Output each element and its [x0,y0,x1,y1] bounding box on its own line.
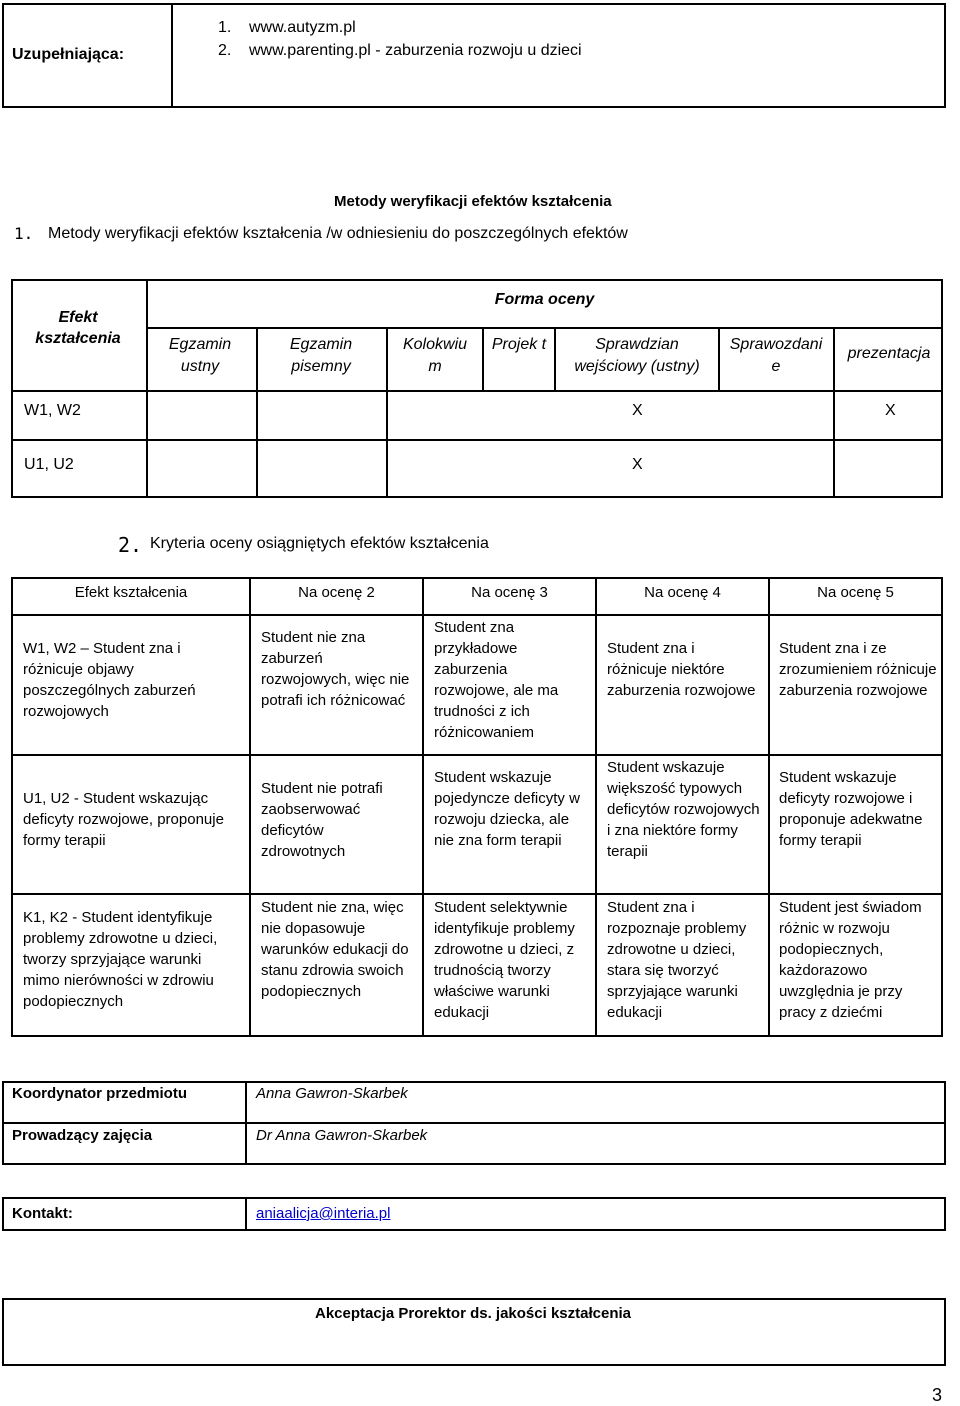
teacher-name: Dr Anna Gawron-Skarbek [256,1127,428,1144]
supplementary-item-num: 1. [218,19,232,36]
criteria-cell: Student zna i ze zrozumieniem różnicuje zaburzenia rozwojowe [779,640,937,699]
teacher-label: Prowadzący zajęcia [12,1127,153,1144]
table1-col-divider [146,279,148,498]
row-effect-label: W1, W2 [24,402,81,419]
column-header-test: Kolokwiu m [402,336,468,375]
assessment-forms-table [11,279,943,498]
mark-cell: X [632,402,643,419]
criteria-cell: Student zna i rozpoznaje problemy zdrowotne u dzieci, stara się tworzyć sprzyjające warunki edukacji [607,899,747,1021]
contact-email-link[interactable]: aniaalicja@interia.pl [256,1205,391,1222]
approval-label: Akceptacja Prorektor ds. jakości kształcenia [315,1305,631,1322]
section1-number: 1. [14,224,34,243]
mark-cell: X [632,456,643,473]
column-header-oral-exam: Egzamin ustny [168,336,232,375]
table1-row-divider [11,439,943,441]
table1-col-divider [482,327,484,392]
coordinator-label: Koordynator przedmiotu [12,1085,187,1102]
criteria-header-grade-2: Na ocenę 2 [298,584,375,601]
supplementary-item: www.autyzm.pl [249,19,356,36]
contact-table-divider [245,1197,247,1231]
contact-label: Kontakt: [12,1205,73,1222]
table2-col-divider [249,577,251,1037]
section1-title: Metody weryfikacji efektów kształcenia /w odniesieniu do poszczególnych efektów [48,225,628,242]
coordinator-name: Anna Gawron-Skarbek [256,1085,408,1102]
table1-row-divider [146,327,943,329]
supplementary-divider [171,3,173,108]
table2-col-divider [422,577,424,1037]
column-header-presentation: prezentacja [847,345,931,362]
column-header-written-exam: Egzamin pisemny [289,336,353,375]
criteria-header-grade-3: Na ocenę 3 [471,584,548,601]
column-header-report: Sprawozdani e [729,336,823,375]
criteria-cell: Student nie potrafi zaobserwować deficytów zdrowotnych [261,780,383,860]
row-effect-label: U1, U2 [24,456,74,473]
criteria-cell: Student zna i różnicuje niektóre zaburzenia rozwojowe [607,640,756,699]
table1-col-divider [718,327,720,392]
table1-row-divider [11,390,943,392]
supplementary-label: Uzupełniająca: [12,46,125,63]
table2-row-divider [11,893,943,895]
criteria-header-effect: Efekt kształcenia [74,584,188,601]
criteria-cell: Student zna przykładowe zaburzenia rozwojowe, ale ma trudności z ich różnicowaniem [434,619,559,741]
column-header-entry-test: Sprawdzian wejściowy (ustny) [574,336,700,375]
column-header-project: Projek t [491,336,547,353]
contact-table [2,1197,946,1231]
criteria-cell: Student jest świadom różnic w rozwoju podopiecznych, każdorazowo uwzględnia je przy pracy z dziećmi [779,899,922,1021]
criteria-cell: W1, W2 – Student zna i różnicuje objawy poszczególnych zaburzeń rozwojowych [23,640,196,720]
table1-col-divider [386,327,388,498]
criteria-cell: Student nie zna, więc nie dopasowuje warunków edukacji do stanu zdrowia swoich podopiecznych [261,899,409,1000]
criteria-header-grade-5: Na ocenę 5 [817,584,894,601]
criteria-cell: Student nie zna zaburzeń rozwojowych, więc nie potrafi ich różnicować [261,629,410,709]
supplementary-item: www.parenting.pl - zaburzenia rozwoju u dzieci [249,42,582,59]
table2-row-divider [11,754,943,756]
criteria-header-grade-4: Na ocenę 4 [644,584,721,601]
supplementary-item-num: 2. [218,42,232,59]
table2-col-divider [768,577,770,1037]
criteria-cell: Student wskazuje pojedyncze deficyty w rozwoju dziecka, ale nie zna form terapii [434,769,580,849]
effect-column-header: Efekt kształcenia [35,309,121,347]
table2-col-divider [595,577,597,1037]
section2-title: Kryteria oceny osiągniętych efektów kształcenia [150,535,489,552]
methods-header: Metody weryfikacji efektów kształcenia [334,193,612,210]
page-number: 3 [932,1385,943,1405]
mark-cell: X [885,402,896,419]
section2-number: 2. [118,533,143,557]
criteria-cell: Student selektywnie identyfikuje problemy zdrowotne u dzieci, z trudnością tworzy właściwe warunki edukacji [434,899,575,1021]
criteria-cell: Student wskazuje większość typowych deficytów rozwojowych i zna niektóre formy terapii [607,759,760,860]
table1-col-divider [256,327,258,498]
staff-table-row-divider [2,1122,946,1124]
criteria-cell: U1, U2 - Student wskazując deficyty rozwojowe, proponuje formy terapii [23,790,224,849]
table1-col-divider [554,327,556,392]
criteria-cell: K1, K2 - Student identyfikuje problemy zdrowotne u dzieci, tworzy sprzyjające warunki mimo nierówności w zdrowiu podopiecznych [23,909,218,1010]
criteria-cell: Student wskazuje deficyty rozwojowe i proponuje adekwatne formy terapii [779,769,923,849]
table2-row-divider [11,614,943,616]
form-column-header: Forma oceny [494,291,595,308]
